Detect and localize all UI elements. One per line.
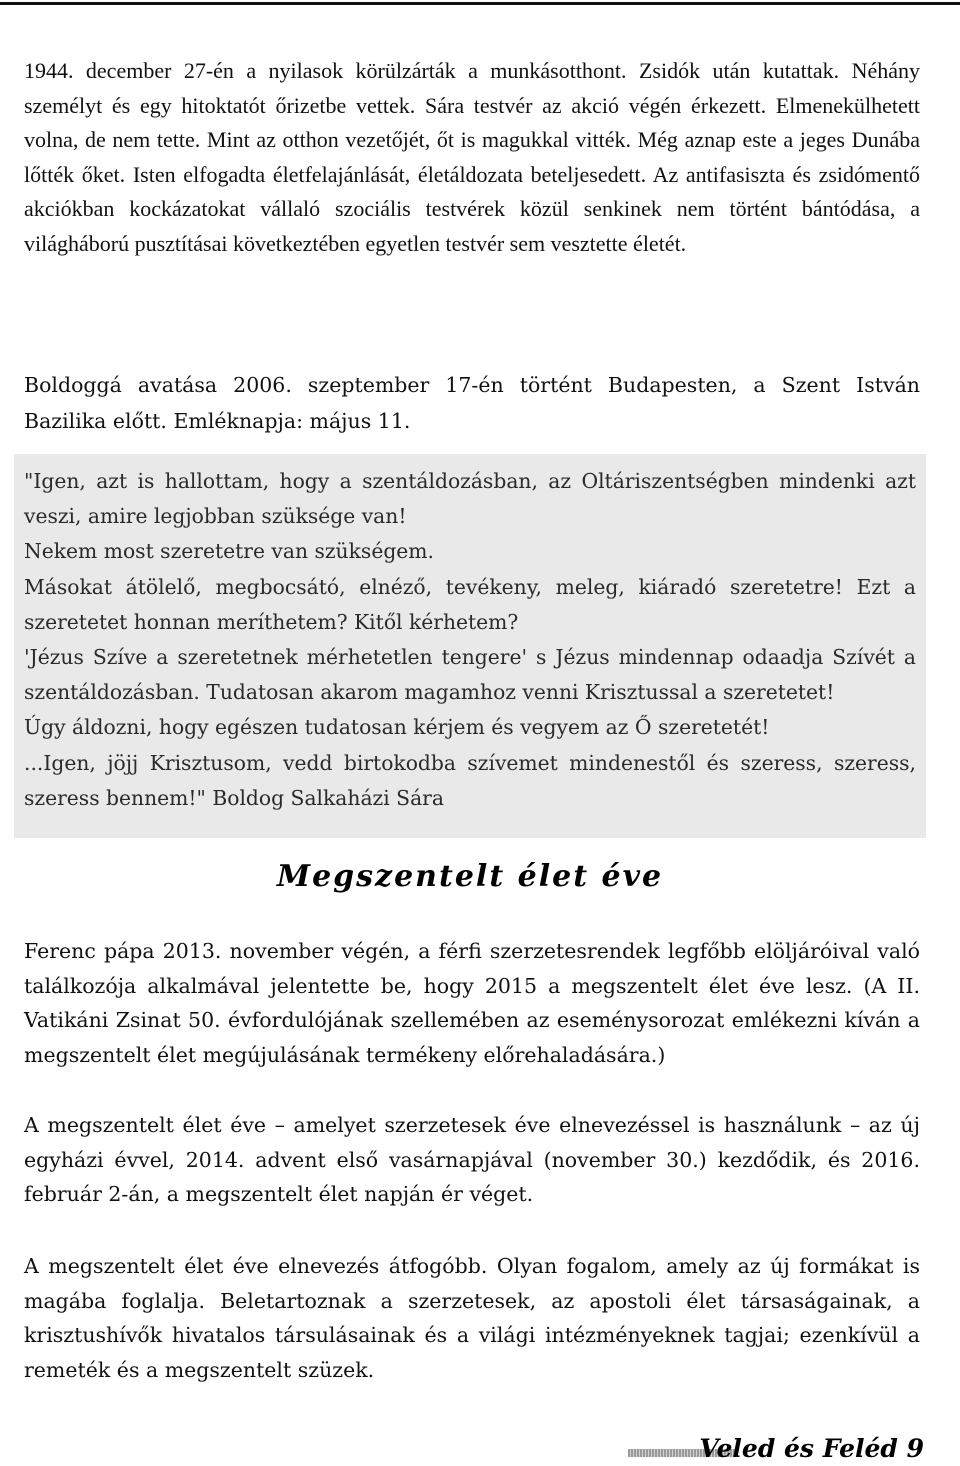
quote-text (24, 464, 916, 816)
quote-line: Nekem most szeretetre van szükségem. (24, 539, 434, 564)
quote-box (14, 454, 926, 838)
quote-line: Úgy áldozni, hogy egészen tudatosan kérjem és vegyem az Ő szeretetét! (24, 715, 770, 740)
page-footer (699, 1432, 924, 1466)
paragraph-beatification: Boldoggá avatása 2006. szeptember 17-én történt Budapesten, a Szent István Bazilika előtt. Emléknapja: május 11. (24, 373, 920, 433)
quote-line: Másokat átölelő, megbocsátó, elnéző, tevékeny, meleg, kiáradó szeretetre! Ezt a szeretetet honnan meríthetem? Kitől kérhetem? (24, 574, 916, 634)
publication-name: Veled és Feléd (699, 1434, 898, 1463)
quote-line: "Igen, azt is hallottam, hogy a szentáldozásban, az Oltáriszentségben mindenki azt veszi, amire legjobban szüksége van! (24, 469, 916, 529)
paragraph-announcement: Ferenc pápa 2013. november végén, a férfi szerzetesrendek legfőbb elöljáróival való találkozója alkalmával jelentette be, hogy 2015 a megszentelt élet éve lesz. (A II. Vatikáni Zsinat 50. évfordulójának szellemében az eseménysorozat emlékezni kíván a megszentelt élet megújulásának termékeny előrehaladására.) (24, 939, 920, 1067)
quote-line: ...Igen, jöjj Krisztusom, vedd birtokodba szívemet mindenestől és szeress, szeress, szeress bennem!" Boldog Salkaházi Sára (24, 750, 916, 810)
paragraph-duration: A megszentelt élet éve – amelyet szerzetesek éve elnevezéssel is használunk – az új egyházi évvel, 2014. advent első vasárnapjával (november 30.) kezdődik, és 2016. február 2-án, a megszentelt élet napján ér véget. (24, 1113, 920, 1206)
page-number: 9 (906, 1434, 924, 1463)
quote-line: 'Jézus Szíve a szeretetnek mérhetetlen tengere' s Jézus mindennap odaadja Szívét a szentáldozásban. Tudatosan akarom magamhoz venni Krisztussal a szeretetet! (24, 645, 916, 705)
paragraph-martyrdom: 1944. december 27-én a nyilasok körülzárták a munkásotthont. Zsidók után kutattak. Néhány személyt és egy hitoktatót őrizetbe vettek. Sára testvér az akció végén érkezett. Elmenekülhetett volna, de nem tette. Mint az otthon vezetőjét, őt is magukkal vitték. Még aznap este a jeges Dunába lőtték őket. Isten elfogadta életfelajánlását, életáldozata beteljesedett. Az antifasiszta és zsidómentő akciókban kockázatokat vállaló szociális testvérek közül senkinek nem történt bántódása, a világháború pusztításai következtében egyetlen testvér sem vesztette életét. (24, 58, 920, 256)
section-heading: Megszentelt élet éve (276, 859, 664, 894)
top-rule (0, 2, 960, 5)
paragraph-scope: A megszentelt élet éve elnevezés átfogóbb. Olyan fogalom, amely az új formákat is magába foglalja. Beletartoznak a szerzetesek, az apostoli élet társaságainak, a krisztushívők hivatalos társulásainak és a világi intézményeknek tagjai; ezenkívül a remeték és a megszentelt szüzek. (24, 1254, 920, 1382)
